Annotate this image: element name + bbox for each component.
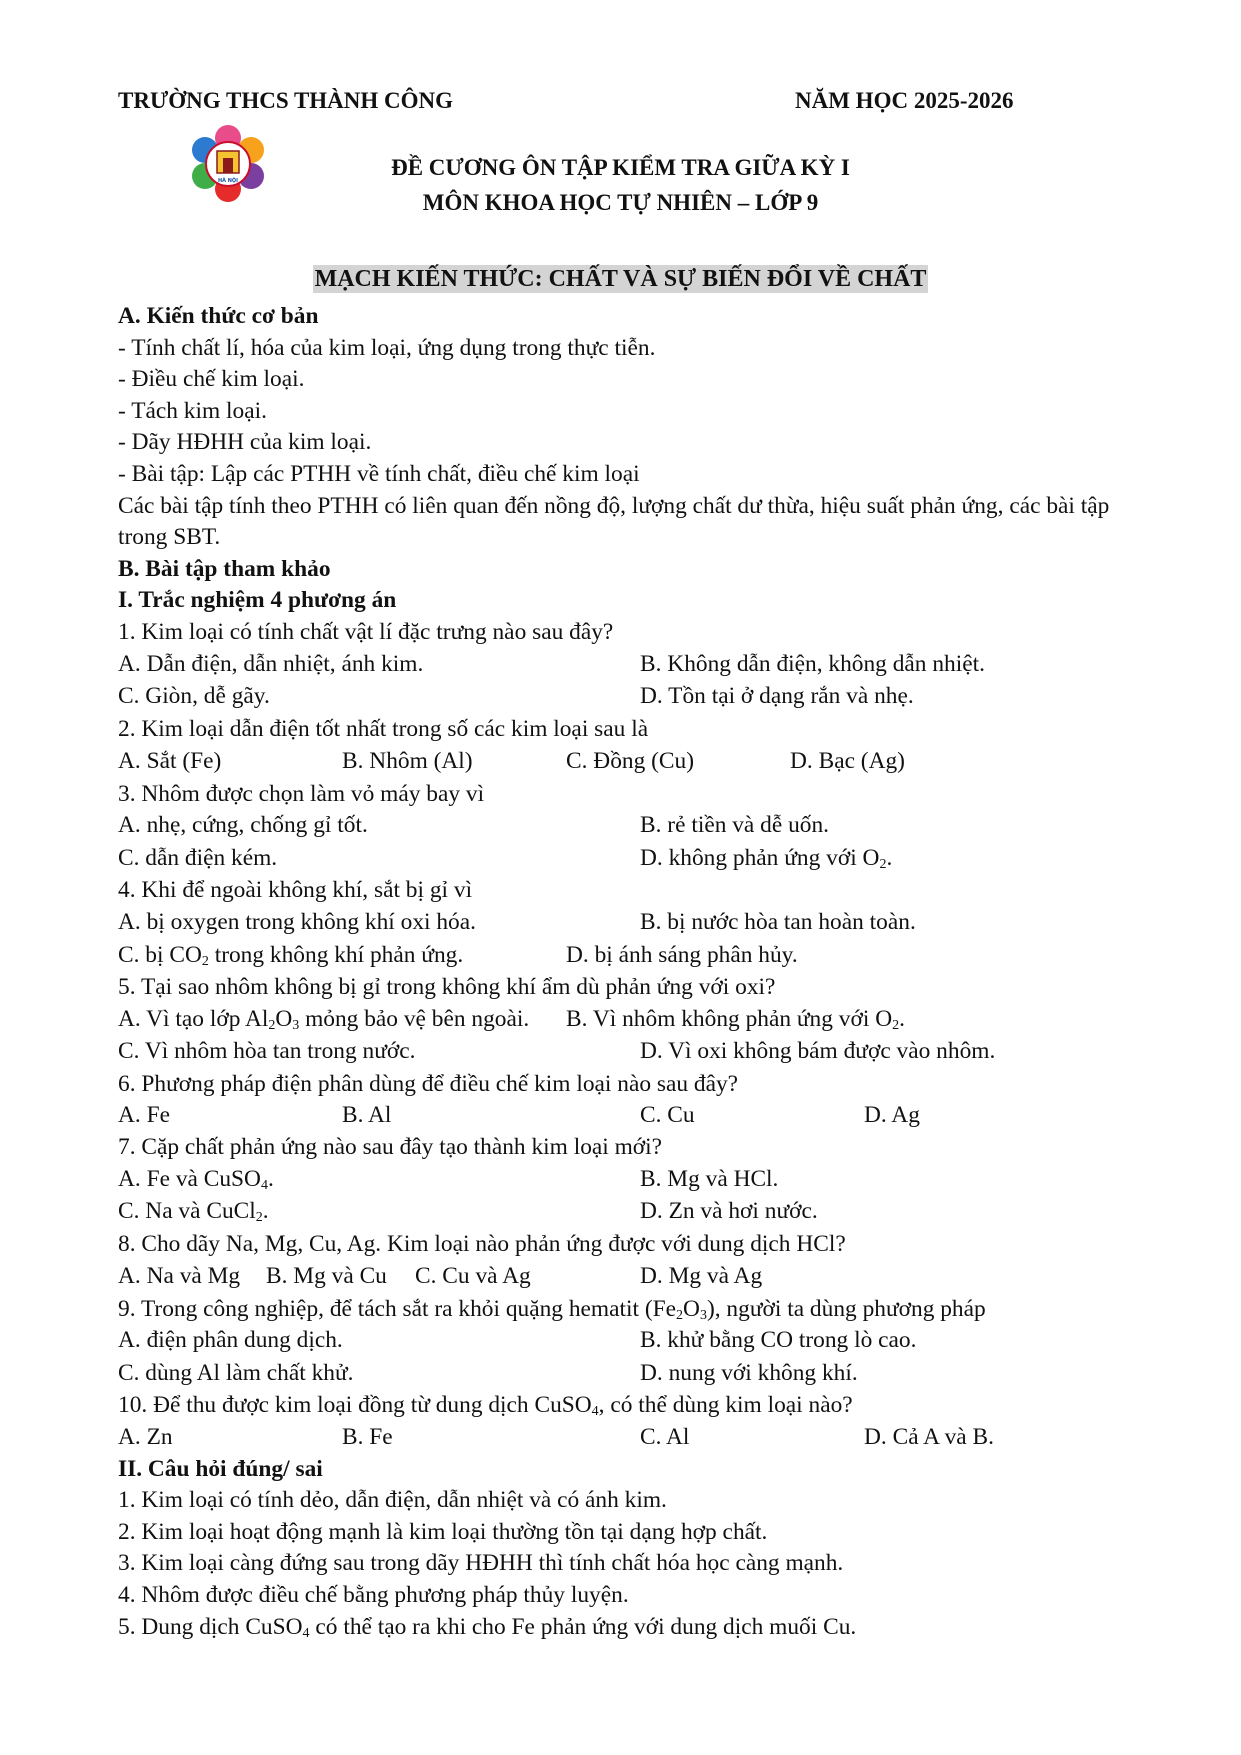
part2-heading: II. Câu hỏi đúng/ sai (118, 1455, 323, 1482)
options-row (118, 1195, 1148, 1229)
document-body (118, 301, 1148, 1643)
option-a: A. Sắt (Fe) (118, 748, 222, 775)
true-false-item: 2. Kim loại hoạt động mạnh là kim loại thường tồn tại dạng hợp chất. (118, 1518, 768, 1545)
true-false-item: 3. Kim loại càng đứng sau trong dãy HĐHH thì tính chất hóa học càng mạnh. (118, 1550, 844, 1577)
question-3: 3. Nhôm được chọn làm vỏ máy bay vì (118, 780, 485, 807)
options-row (118, 1260, 1148, 1294)
options-row (118, 907, 1148, 939)
knowledge-item: - Dãy HĐHH của kim loại. (118, 429, 372, 456)
topic-text: MẠCH KIẾN THỨC: CHẤT VÀ SỰ BIẾN ĐỔI VỀ CHẤT (314, 266, 927, 292)
option-b: B. Fe (342, 1424, 393, 1451)
question-5: 5. Tại sao nhôm không bị gỉ trong không khí ẩm dù phản ứng với oxi? (118, 974, 776, 1001)
option-d: D. Tồn tại ở dạng rắn và nhẹ. (640, 683, 914, 710)
knowledge-item: - Tính chất lí, hóa của kim loại, ứng dụng trong thực tiễn. (118, 334, 656, 361)
question-6: 6. Phương pháp điện phân dùng để điều chế kim loại nào sau đây? (118, 1070, 739, 1097)
option-b: B. rẻ tiền và dễ uốn. (640, 812, 830, 839)
question-8: 8. Cho dãy Na, Mg, Cu, Ag. Kim loại nào phản ứng được với dung dịch HCl? (118, 1230, 846, 1257)
knowledge-item: - Điều chế kim loại. (118, 366, 305, 393)
option-c: C. Đồng (Cu) (566, 748, 694, 775)
question-9: 9. Trong công nghiệp, để tách sắt ra khỏi quặng hematit $(Fe_2O_3)$, người ta dùng phương pháp (118, 1295, 986, 1323)
school-year: NĂM HỌC 2025-2026 (795, 88, 1014, 113)
option-c: C. Na và CuCl$_2$. (118, 1198, 269, 1226)
question-10: 10. Để thu được kim loại đồng từ dung dịch CuSO$_4$, có thể dùng kim loại nào? (118, 1392, 853, 1420)
option-a: A. Fe và CuSO$_4$. (118, 1165, 274, 1193)
option-d: D. Vì oxi không bám được vào nhôm. (640, 1038, 996, 1065)
option-b: B. Nhôm (Al) (342, 748, 473, 775)
option-a: A. Na và Mg (118, 1263, 241, 1290)
option-d: D. bị ánh sáng phân hủy. (566, 941, 798, 968)
part1-heading: I. Trắc nghiệm 4 phương án (118, 587, 397, 614)
options-row (118, 1325, 1148, 1357)
option-d: D. không phản ứng với $O_2$. (640, 844, 893, 872)
options-row (118, 680, 1148, 714)
option-d: D. Zn và hơi nước. (640, 1198, 818, 1225)
options-row (118, 1035, 1148, 1069)
option-b: B. khử bằng CO trong lò cao. (640, 1327, 917, 1354)
section-a-heading: A. Kiến thức cơ bản (118, 303, 319, 329)
option-c: C. dùng Al làm chất khử. (118, 1359, 354, 1386)
option-d: D. Ag (864, 1102, 920, 1129)
option-c: C. dẫn điện kém. (118, 844, 278, 871)
true-false-item: 4. Nhôm được điều chế bằng phương pháp thủy luyện. (118, 1582, 629, 1608)
options-row (118, 1100, 1148, 1132)
option-c: C. Giòn, dễ gãy. (118, 683, 270, 710)
knowledge-item: - Tách kim loại. (118, 397, 267, 424)
true-false-item: 1. Kim loại có tính dẻo, dẫn điện, dẫn nhiệt và có ánh kim. (118, 1487, 667, 1514)
options-row (118, 1357, 1148, 1391)
options-row (118, 745, 1148, 779)
section-b-heading: B. Bài tập tham khảo (118, 555, 331, 582)
options-row (118, 1422, 1148, 1454)
option-a: A. Vì tạo lớp $Al_2O_3$ mỏng bảo vệ bên ngoài. (118, 1005, 530, 1033)
school-name: TRƯỜNG THCS THÀNH CÔNG (118, 88, 454, 113)
option-a: A. bị oxygen trong không khí oxi hóa. (118, 909, 476, 935)
question-4: 4. Khi để ngoài không khí, sắt bị gỉ vì (118, 877, 473, 904)
option-b: B. Vì nhôm không phản ứng với $O_2$. (566, 1005, 905, 1033)
logo-caption: HÀ NỘI (217, 178, 239, 184)
options-row (118, 1004, 1148, 1036)
option-b: B. Al (342, 1102, 392, 1129)
option-b: B. bị nước hòa tan hoàn toàn. (640, 909, 916, 935)
option-c: C. Vì nhôm hòa tan trong nước. (118, 1038, 416, 1065)
true-false-item: 5. Dung dịch CuSO$_4$ có thể tạo ra khi cho Fe phản ứng với dung dịch muối Cu. (118, 1613, 857, 1641)
option-b: B. Không dẫn điện, không dẫn nhiệt. (640, 650, 985, 677)
question-7: 7. Cặp chất phản ứng nào sau đây tạo thành kim loại mới? (118, 1133, 663, 1160)
knowledge-paragraph: Các bài tập tính theo PTHH có liên quan đến nồng độ, lượng chất dư thừa, hiệu suất phản ứng, các bài tập trong SBT. (118, 492, 1110, 551)
option-a: A. điện phân dung dịch. (118, 1327, 343, 1354)
options-row (118, 810, 1148, 842)
option-d: D. Mg và Ag (640, 1263, 763, 1290)
option-b: B. Mg và Cu (266, 1263, 387, 1290)
options-row (118, 649, 1148, 681)
option-c: C. Al (640, 1424, 690, 1451)
options-row (118, 842, 1148, 876)
question-2: 2. Kim loại dẫn điện tốt nhất trong số các kim loại sau là (118, 715, 649, 742)
knowledge-item: - Bài tập: Lập các PTHH về tính chất, điều chế kim loại (118, 460, 640, 487)
option-d: D. Cả A và B. (864, 1424, 994, 1451)
topic-banner (0, 266, 1241, 293)
options-row (118, 1164, 1148, 1196)
option-c: C. Cu (640, 1102, 695, 1129)
option-a: A. nhẹ, cứng, chống gỉ tốt. (118, 812, 368, 839)
question-1: 1. Kim loại có tính chất vật lí đặc trưng nào sau đây? (118, 618, 614, 645)
option-d: D. Bạc (Ag) (790, 748, 905, 775)
option-a: A. Fe (118, 1102, 170, 1129)
doc-title-line1: ĐỀ CƯƠNG ÔN TẬP KIỂM TRA GIỮA KỲ I (391, 155, 850, 180)
option-d: D. nung với không khí. (640, 1359, 858, 1386)
option-a: A. Dẫn điện, dẫn nhiệt, ánh kim. (118, 650, 424, 677)
option-c: C. bị $CO_2$ trong không khí phản ứng. (118, 941, 464, 969)
doc-title-line2: MÔN KHOA HỌC TỰ NHIÊN – LỚP 9 (422, 190, 819, 215)
option-c: C. Cu và Ag (415, 1263, 531, 1290)
option-a: A. Zn (118, 1424, 173, 1451)
option-b: B. Mg và HCl. (640, 1165, 779, 1192)
options-row (118, 939, 1148, 973)
